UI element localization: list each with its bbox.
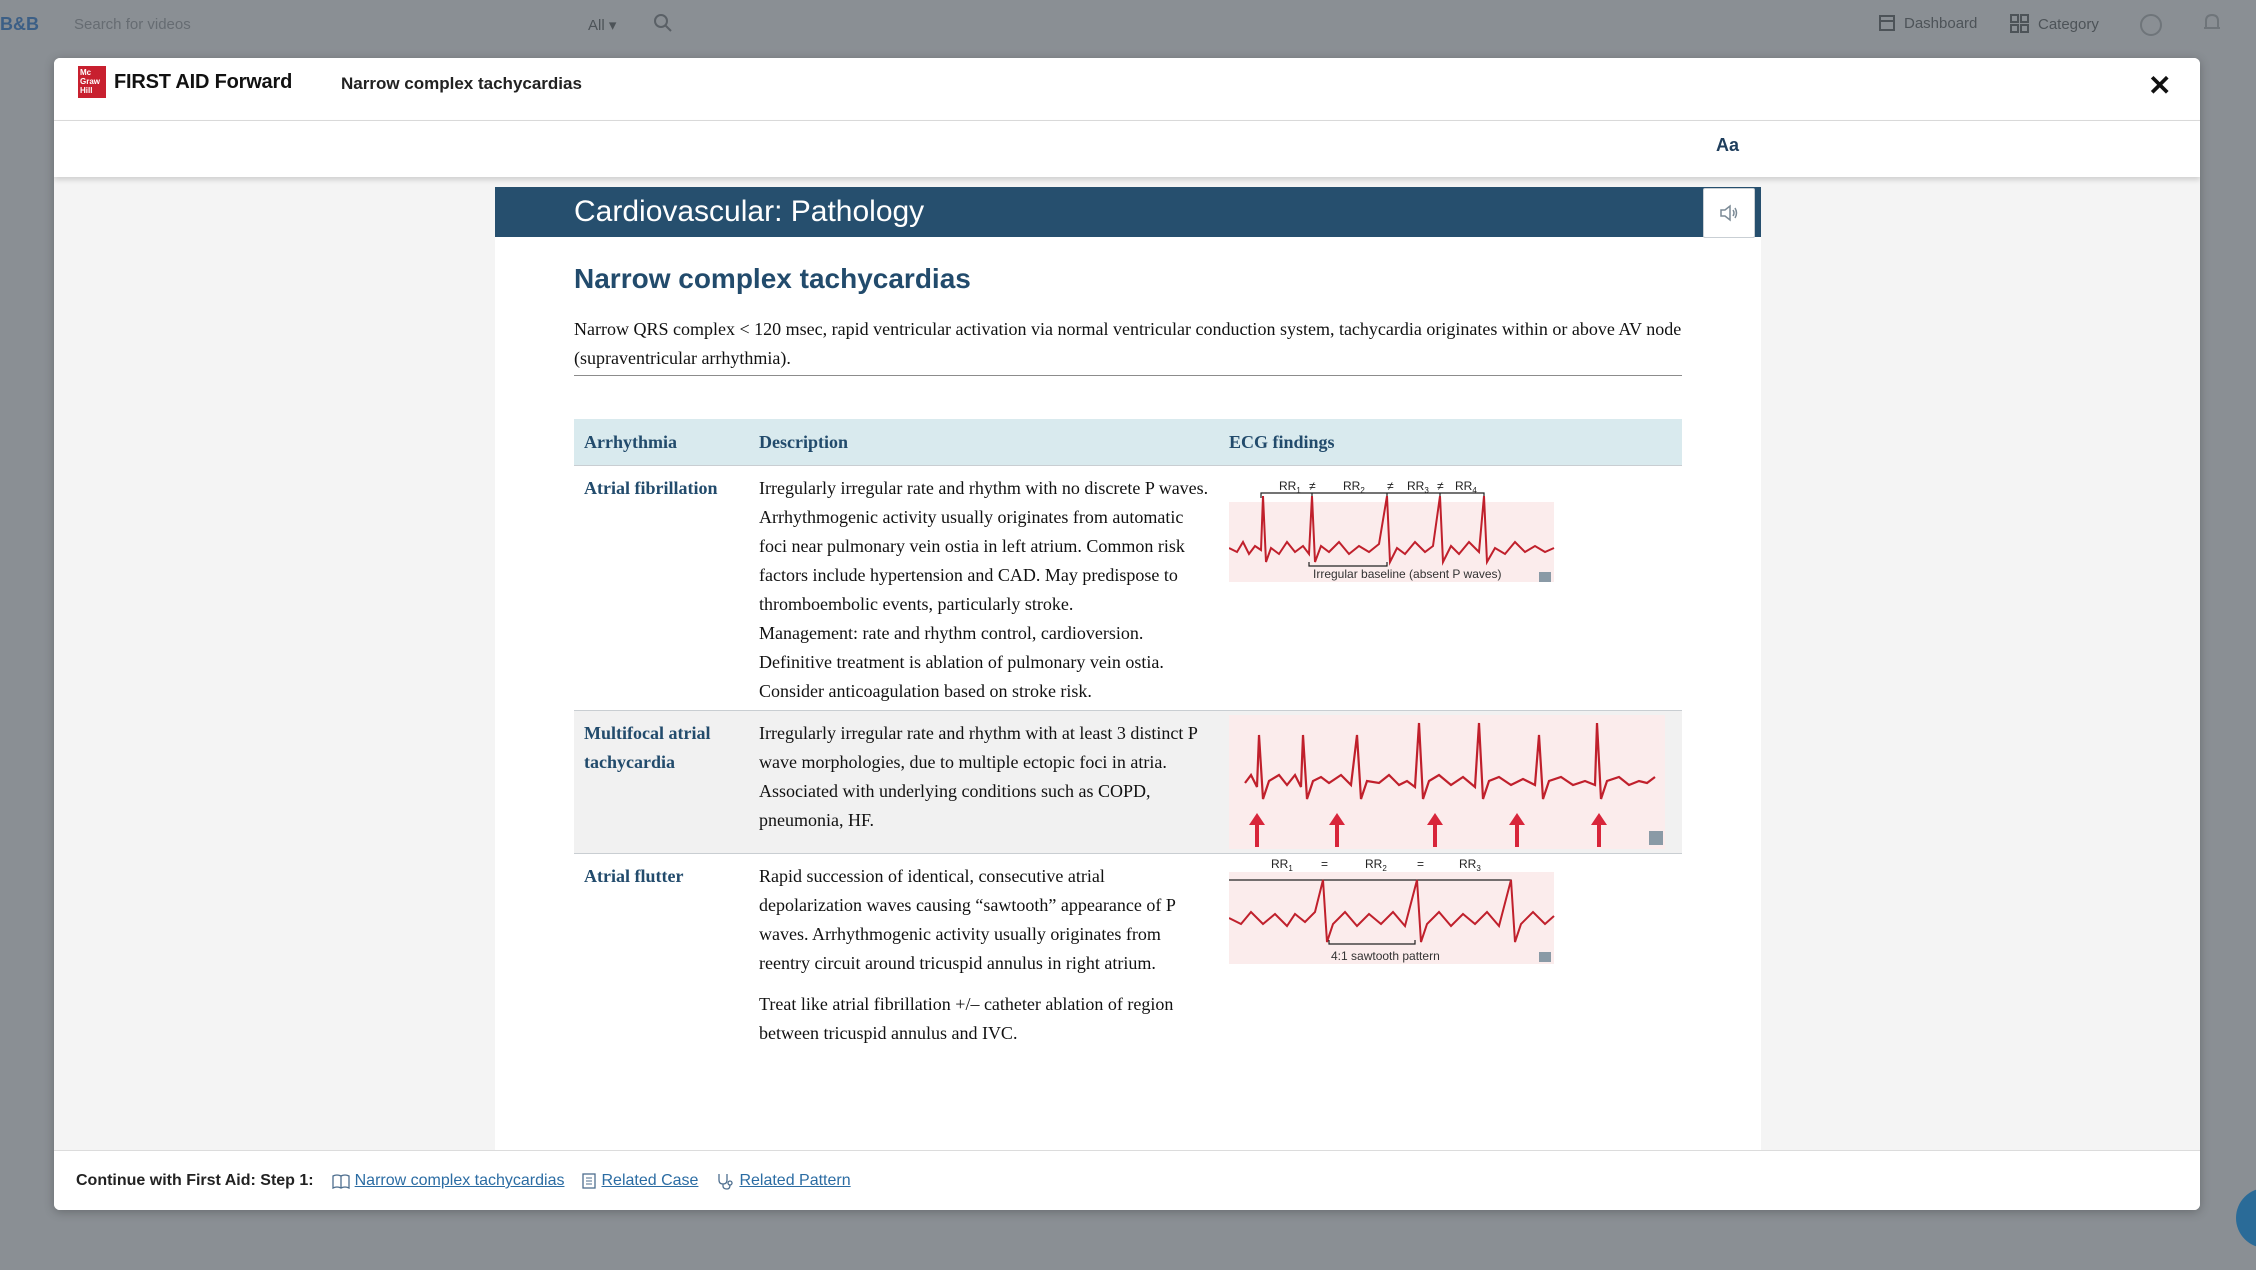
footer-link-case[interactable] [582, 1172, 698, 1190]
footer-link-pattern[interactable] [716, 1172, 850, 1190]
background-filter-select[interactable]: All ▾ [588, 17, 617, 34]
modal-title: Narrow complex tachycardias [341, 74, 582, 93]
ecg-label: $RR_2$ [1343, 479, 1365, 495]
background-search-input[interactable]: Search for videos [74, 16, 191, 33]
ecg-cell [1219, 711, 1682, 854]
arrhythmia-name: Atrial fibrillation [574, 466, 749, 711]
zoom-icon[interactable] [1539, 572, 1551, 582]
description-paragraph: Management: rate and rhythm control, cardioversion. Definitive treatment is ablation of pulmonary vein ostia. Consider anticoagulation based on stroke risk. [759, 623, 1164, 701]
arrhythmia-description [749, 466, 1219, 711]
dashboard-icon [1878, 14, 1896, 32]
speaker-icon [1719, 204, 1739, 222]
grid-icon [2010, 14, 2030, 34]
stethoscope-icon [716, 1172, 734, 1190]
nav-label: Dashboard [1904, 14, 1978, 32]
column-header: ECG findings [1219, 419, 1682, 466]
description-paragraph: Rapid succession of identical, consecutive atrial depolarization waves causing “sawtooth” appearance of P waves. Arrhythmogenic activity usually originates from reentry circuit around tricuspid annulus in right atrium. [759, 866, 1176, 973]
footer-link-label: Narrow complex tachycardias [354, 1172, 565, 1189]
background-topbar [0, 0, 2256, 52]
ecg-label: $RR_1$ [1279, 479, 1301, 495]
brand [78, 66, 292, 98]
ecg-label: = [1321, 857, 1329, 871]
ecg-afib-figure[interactable] [1229, 476, 1559, 596]
ecg-label: ≠ [1309, 479, 1316, 493]
reader-modal [54, 58, 2200, 1210]
close-button[interactable]: ✕ [2148, 70, 2172, 101]
description-paragraph: Irregularly irregular rate and rhythm with no discrete P waves. Arrhythmogenic activity usually originates from automatic foci near pulmonary vein ostia in left atrium. Common risk factors include hypertension and CAD. May predispose to thromboembolic events, particularly stroke. [759, 478, 1209, 614]
audio-button[interactable] [1703, 188, 1755, 238]
ecg-label: $RR_4$ [1455, 479, 1477, 495]
arrhythmia-description [749, 854, 1219, 1053]
bell-icon[interactable] [2202, 12, 2222, 34]
description-paragraph: Irregularly irregular rate and rhythm with at least 3 distinct P wave morphologies, due to multiple ectopic foci in atria. Associated with underlying conditions such as COPD, pneumonia, HF. [759, 723, 1198, 830]
ecg-cell [1219, 854, 1682, 1053]
reader-content[interactable] [54, 177, 2200, 1150]
font-size-button[interactable]: Aa [1716, 135, 1740, 155]
background-nav-dashboard[interactable] [1878, 14, 1977, 32]
background-logo: B&B [0, 14, 39, 34]
nav-label: Category [2038, 15, 2099, 33]
ecg-caption: 4:1 sawtooth pattern [1331, 949, 1440, 963]
mcgraw-hill-logo: Mc Graw Hill [78, 66, 106, 98]
ecg-cell [1219, 466, 1682, 711]
footer-label: Continue with First Aid: Step 1: [76, 1172, 314, 1189]
column-header: Description [749, 419, 1219, 466]
ecg-caption: Irregular baseline (absent P waves) [1313, 567, 1502, 581]
arrhythmia-name: Multifocal atrial tachycardia [574, 711, 749, 854]
table-header-row [574, 419, 1682, 466]
ecg-label: = [1417, 857, 1425, 871]
book-icon [332, 1173, 350, 1189]
filter-value: All [588, 17, 605, 34]
section-title: Cardiovascular: Pathology [574, 195, 925, 228]
column-header: Arrhythmia [574, 419, 749, 466]
arrhythmia-table [574, 419, 1682, 1052]
zoom-icon[interactable] [1649, 831, 1663, 845]
ecg-label: ≠ [1437, 479, 1444, 493]
brand-name: FIRST AID Forward [114, 70, 293, 93]
ecg-mat-figure[interactable] [1229, 715, 1667, 853]
modal-header [54, 58, 2200, 121]
ecg-label: $RR_3$ [1459, 857, 1481, 873]
section-header-bar [495, 187, 1761, 237]
ecg-flutter-figure[interactable] [1229, 856, 1559, 968]
arrhythmia-name: Atrial flutter [574, 854, 749, 1053]
table-row [574, 711, 1682, 854]
table-row [574, 466, 1682, 711]
help-icon[interactable] [2140, 14, 2162, 36]
background-nav-category[interactable] [2010, 14, 2099, 34]
arrhythmia-description [749, 711, 1219, 854]
ecg-label: $RR_1$ [1271, 857, 1293, 873]
footer-link-label: Related Case [601, 1172, 699, 1189]
ecg-label: ≠ [1387, 479, 1394, 493]
chat-fab[interactable] [2236, 1188, 2256, 1248]
intro-paragraph: Narrow QRS complex < 120 msec, rapid ventricular activation via normal ventricular conduction system, tachycardia originates within or above AV node (supraventricular arrhythmia). [574, 315, 1682, 376]
document-page [495, 187, 1761, 1150]
footer-link-topic[interactable] [332, 1172, 565, 1190]
footer-link-label: Related Pattern [739, 1172, 851, 1189]
search-icon[interactable] [652, 12, 674, 34]
footer-bar [54, 1150, 2200, 1210]
table-row [574, 854, 1682, 1053]
description-paragraph: Treat like atrial fibrillation +/– catheter ablation of region between tricuspid annulus and IVC. [759, 994, 1174, 1043]
document-icon [582, 1173, 596, 1189]
reader-toolbar [54, 121, 2200, 177]
ecg-label: $RR_3$ [1407, 479, 1429, 495]
ecg-label: $RR_2$ [1365, 857, 1387, 873]
zoom-icon[interactable] [1539, 952, 1551, 962]
document-title: Narrow complex tachycardias [574, 263, 971, 294]
